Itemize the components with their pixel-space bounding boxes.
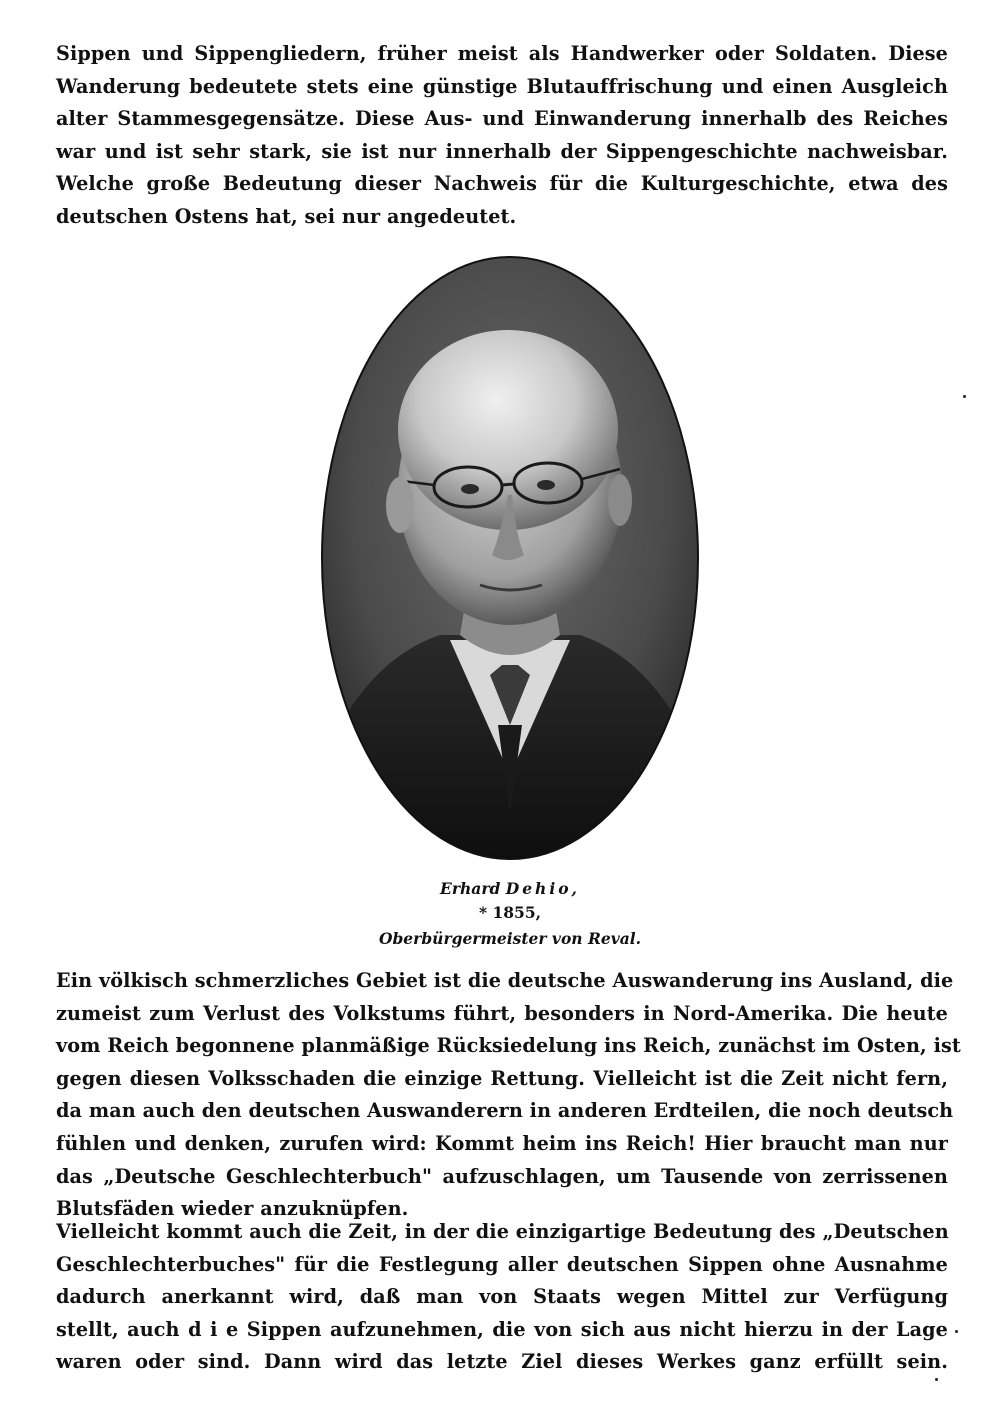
caption-first-name: Erhard bbox=[440, 879, 501, 898]
text-line: Ein völkisch schmerzliches Gebiet ist die deutsche Auswanderung ins Ausland, die bbox=[56, 969, 954, 992]
caption-office-title: Oberbürgermeister von Reval. bbox=[378, 929, 642, 948]
text-line: deutschen Ostens hat, sei nur angedeutet. bbox=[56, 204, 517, 228]
print-speck bbox=[935, 1378, 938, 1381]
emigration-paragraph bbox=[56, 965, 961, 1226]
text-line: Sippen und Sippengliedern, früher meist als Handwerker oder Soldaten. Diese bbox=[56, 42, 948, 65]
text-line: das „Deutsche Geschlechterbuch" aufzuschlagen, um Tausende von zerrissenen bbox=[56, 1164, 948, 1188]
print-speck bbox=[963, 395, 966, 398]
text-line: waren oder sind. Dann wird das letzte Ziel dieses Werkes ganz erfüllt sein. bbox=[56, 1350, 948, 1374]
portrait-photo bbox=[320, 255, 700, 861]
intro-paragraph bbox=[56, 38, 948, 234]
text-line: alter Stammesgegensätze. Diese Aus- und Einwanderung innerhalb des Reiches bbox=[56, 107, 948, 131]
future-paragraph bbox=[56, 1216, 948, 1379]
text-line: Vielleicht kommt auch die Zeit, in der die einzigartige Bedeutung des „Deutschen bbox=[56, 1220, 949, 1243]
text-line: stellt, auch d i e Sippen aufzunehmen, die von sich aus nicht hierzu in der Lage bbox=[56, 1317, 948, 1341]
text-line: vom Reich begonnene planmäßige Rücksiedelung ins Reich, zunächst im Osten, ist bbox=[56, 1034, 961, 1058]
caption-name bbox=[300, 878, 720, 900]
text-line: Geschlechterbuches" für die Festlegung aller deutschen Sippen ohne Ausnahme bbox=[56, 1252, 948, 1276]
text-line: dadurch anerkannt wird, daß man von Staats wegen Mittel zur Verfügung bbox=[56, 1285, 948, 1309]
text-line: da man auch den deutschen Auswanderern in anderen Erdteilen, die noch deutsch bbox=[56, 1099, 954, 1123]
caption-last-name: Dehio, bbox=[505, 879, 580, 898]
text-line: Wanderung bedeutete stets eine günstige Blutauffrischung und einen Ausgleich bbox=[56, 74, 948, 98]
text-line: gegen diesen Volksschaden die einzige Rettung. Vielleicht ist die Zeit nicht fern, bbox=[56, 1066, 948, 1090]
text-line: Welche große Bedeutung dieser Nachweis für die Kulturgeschichte, etwa des bbox=[56, 172, 948, 196]
caption-birth-year: * 1855, bbox=[478, 903, 542, 922]
text-line: zumeist zum Verlust des Volkstums führt, besonders in Nord-Amerika. Die heute bbox=[56, 1001, 948, 1025]
text-line: fühlen und denken, zurufen wird: Kommt heim ins Reich! Hier braucht man nur bbox=[56, 1131, 948, 1155]
text-line: war und ist sehr stark, sie ist nur innerhalb der Sippengeschichte nachweisbar. bbox=[56, 139, 948, 163]
text-line: Blutsfäden wieder anzuknüpfen. bbox=[56, 1197, 409, 1221]
print-speck bbox=[955, 1330, 958, 1333]
